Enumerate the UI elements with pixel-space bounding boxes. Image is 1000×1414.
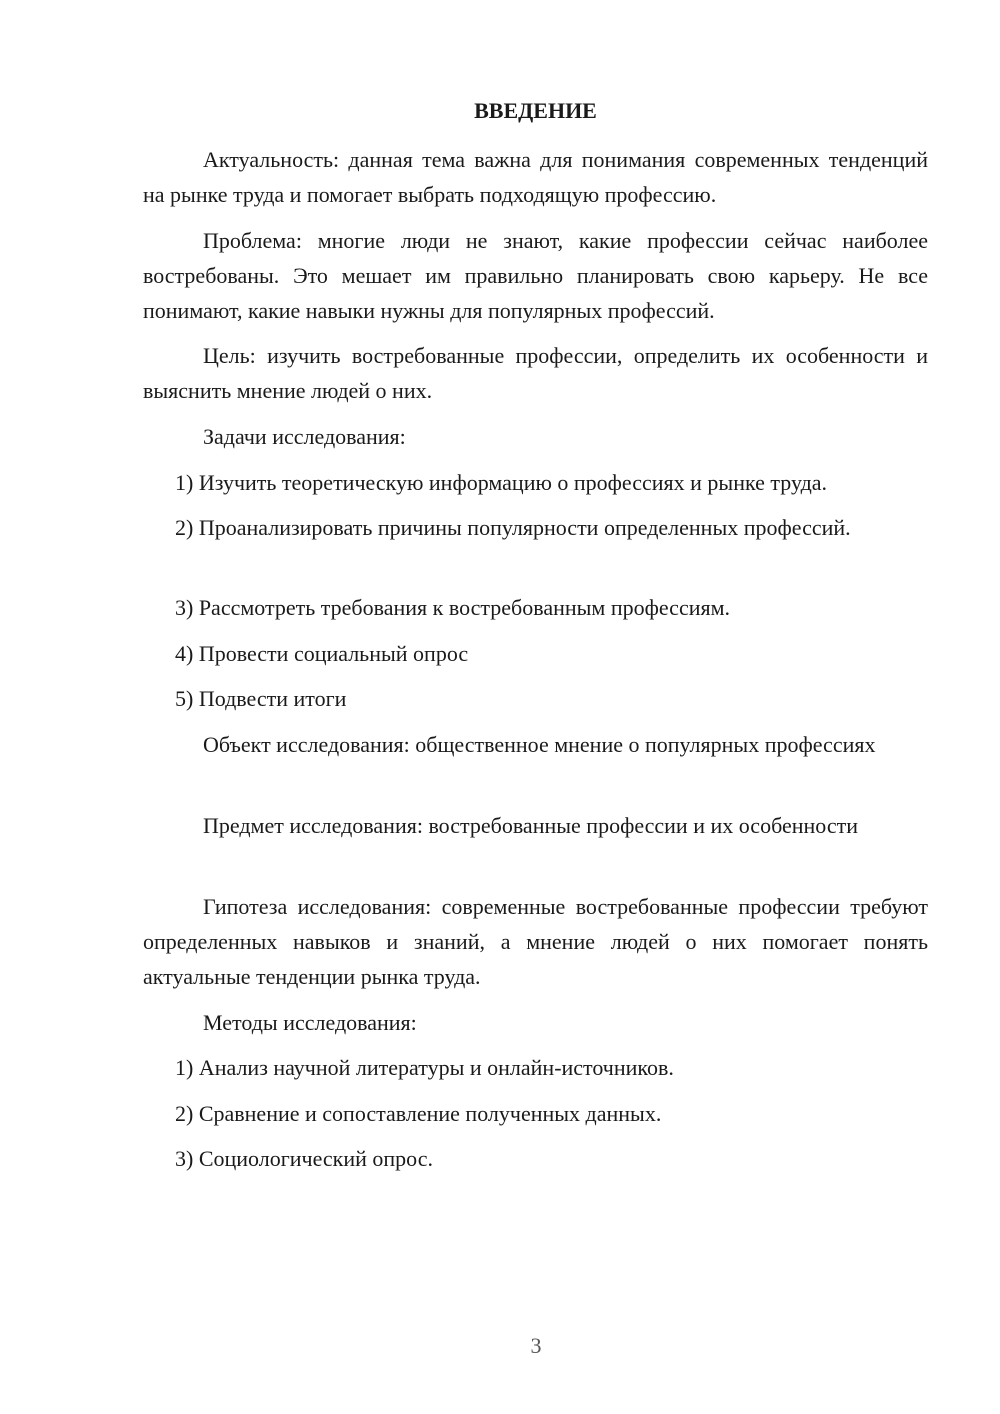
goal-paragraph: Цель: изучить востребованные профессии, определить их особенности и выяснить мнение людей о них. [143,343,928,403]
task-item: 3) Рассмотреть требования к востребованным профессиям. [175,595,731,620]
method-item: 1) Анализ научной литературы и онлайн-источников. [175,1055,674,1080]
methods-heading: Методы исследования: [203,1010,417,1035]
page-title: ВВЕДЕНИЕ [474,98,597,123]
subject-paragraph: Предмет исследования: востребованные профессии и их особенности [203,813,858,838]
problem-paragraph: Проблема: многие люди не знают, какие профессии сейчас наиболее востребованы. Это мешает им правильно планировать свою карьеру. Не все понимают, какие навыки нужны для популярных профессий. [143,228,928,323]
task-item: 4) Провести социальный опрос [175,641,469,666]
task-item: 5) Подвести итоги [175,686,347,711]
hypothesis-paragraph: Гипотеза исследования: современные востребованные профессии требуют определенных навыков и знаний, а мнение людей о них помогает понять актуальные тенденции рынка труда. [143,894,928,989]
tasks-heading: Задачи исследования: [203,424,406,449]
task-item: 1) Изучить теоретическую информацию о профессиях и рынке труда. [175,470,828,495]
page-number: 3 [530,1333,542,1358]
object-paragraph: Объект исследования: общественное мнение о популярных профессиях [203,732,876,757]
method-item: 2) Сравнение и сопоставление полученных данных. [175,1101,662,1126]
relevance-paragraph: Актуальность: данная тема важна для понимания современных тенденций на рынке труда и помогает выбрать подходящую профессию. [143,147,928,207]
method-item: 3) Социологический опрос. [175,1146,433,1171]
task-item: 2) Проанализировать причины популярности определенных профессий. [175,515,851,540]
